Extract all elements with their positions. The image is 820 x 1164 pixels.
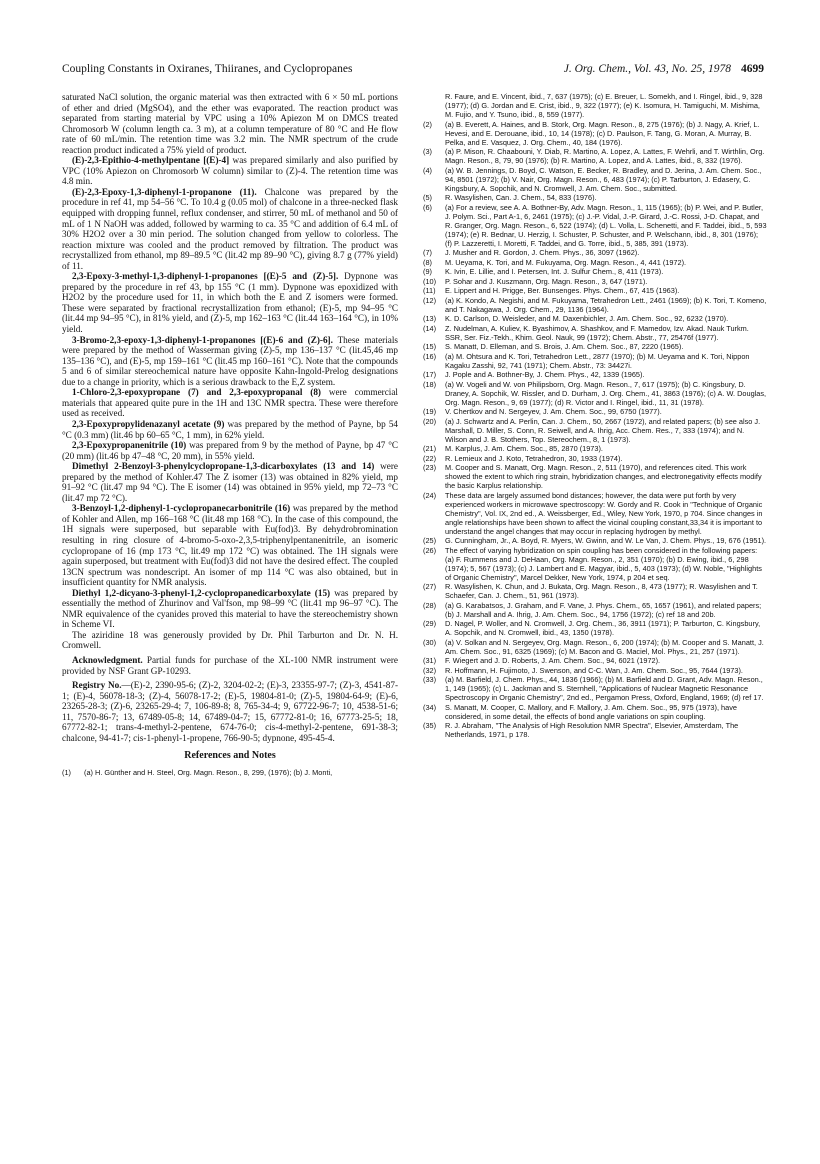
reference-item [423,703,767,721]
left-column [62,92,398,1102]
paragraph-text: Dypnone was prepared by the procedure in ref 43, bp 155 °C (1 mm). Dypnone was epoxidized with H2O2 by the procedure used for 11, in which both the E and Z isomers were formed. These were separated by fractional recrystallization from ethanol; (E)-5, mp 94–95 °C (lit.44 mp 94–95 °C), in 81% yield, and (Z)-5, mp 162–163 °C (lit.44 163–164 °C), in 10% yield. [62,271,398,335]
reference-number: (9) [423,267,432,276]
reference-text: E. Lippert and H. Prigge, Ber. Bunsenges. Phys. Chem., 67, 415 (1963). [445,286,680,295]
compound-heading: (E)-2,3-Epoxy-1,3-diphenyl-1-propanone (11). [72,186,257,197]
reference-item [423,454,767,463]
reference-number: (23) [423,463,437,472]
reference-number: (8) [423,257,432,267]
reference-text: (a) K. Kondo, A. Negishi, and M. Fukuyama, Tetrahedron Lett., 2461 (1969); (b) K. Tori, T. Komeno, and T. Nakagawa, J. Org. Chem., 29, 1136 (1964). [445,295,767,314]
reference-item [423,656,767,665]
reference-item [423,536,767,545]
experimental-paragraph [62,419,398,440]
reference-item [423,666,767,675]
acknowledgment-text: Partial funds for purchase of the XL-100 NMR instrument were provided by NSF Grant GP-10293. [62,654,398,676]
reference-text: Z. Nudelman, A. Kuliev, K. Byashimov, A. Shashkov, and F. Mamedov, Izv. Akad. Nauk Turkm. SSR, Ser. Fiz.-Tekh., Khim. Geol. Nauk, 99 (1972); Chem. Abstr., 77, 25476f (1977). [445,323,749,342]
right-column [423,92,767,1102]
reference-item [423,352,767,370]
reference-text: S. Manatt, D. Elleman, and S. Brois, J. Am. Chem. Soc., 87, 2220 (1965). [445,342,684,351]
reference-text: R. J. Abraham, "The Analysis of High Resolution NMR Spectra", Elsevier, Amsterdam, The Netherlands, 1971, p 178. [445,721,739,739]
reference-item [423,417,767,444]
reference-text: (a) J. Schwartz and A. Perlin, Can. J. Chem., 50, 2667 (1972), and related papers; (b) see also J. Marshall, D. Miller, S. Conn, R. Seiwell, and A. Ihrig, Acc. Chem. Res., 7, 333 (1974); and N. Wilson and J. B. Stothers, Top. Stereochem., 8, 1 (1973). [445,416,761,444]
reference-item [423,342,767,351]
experimental-paragraph [62,588,398,630]
reference-item [423,721,767,739]
reference-text: K. Ivin, E. Lillie, and I. Petersen, Int. J. Sulfur Chem., 8, 411 (1973). [445,267,664,276]
journal-name: J. Org. Chem., Vol. 43, No. 25, 1978 [563,63,731,75]
paragraph-text: Chalcone was prepared by the procedure in ref 41, mp 54–56 °C. To 10.4 g (0.05 mol) of chalcone in a three-necked flask equipped with dropping funnel, reflux condenser, and stirrer, 50 mL of methanol and 50 of mL of 1 N NaOH was added, followed by warming to ca. 35 °C and addition of 6.4 mL of 30% H2O2 over a 30 min period. The solution changed from yellow to colorless. The reaction mixture was cooled and the product removed by filtration. The product was recrystallized from ethanol, mp 89–89.5 °C (lit.42 mp 89–90 °C), giving 8.7 g (77% yield) of 11. [62,186,398,271]
reference-number: (30) [423,637,437,647]
reference-number: (6) [423,202,432,212]
compound-heading: (E)-2,3-Epithio-4-methylpentane [(E)-4] [72,155,230,166]
reference-number: (11) [423,286,436,295]
reference-number: (1) [62,767,71,777]
reference-item [423,491,767,536]
experimental-paragraph [62,92,398,155]
compound-heading: 3-Bromo-2,3-epoxy-1,3-diphenyl-1-propanones [(E)-6 and (Z)-6]. [72,334,333,345]
reference-text: (a) G. Karabatsos, J. Graham, and F. Vane, J. Phys. Chem., 65, 1657 (1961), and related papers; (b) J. Marshall and A. Ihrig, J. Am. Chem. Soc., 94, 1756 (1972); (c) ref 18 and 20b. [445,600,762,619]
acknowledgment-heading: Acknowledgment. [72,654,143,665]
acknowledgment-paragraph [62,655,398,676]
compound-heading: 2,3-Epoxypropanenitrile (10) [72,440,187,451]
reference-number: (25) [423,536,437,545]
reference-number: (34) [423,702,437,712]
reference-number: (28) [423,600,437,610]
reference-item [423,407,767,416]
paragraph-text: was prepared by the method of Kohler and Allen, mp 166–168 °C (lit.48 mp 168 °C). In the case of this compound, the 1H signals were superposed, but separable with Eu(fod)3. By dehydrobromination resulting in ring closure of 4-bromo-5-oxo-2,3,5-triphenylpentanenitrile, an isomeric cyclopropane of 16 (mp 173 °C, lit.49 mp 172 °C) was obtained. The 1H signals were again superposed, but treatment with Eu(fod)3 did not have the desired effect. The coupled 13CN spectrum was nondescript. An isomer of mp 114 °C was also obtained, but in insufficient quantity for NMR analysis. [62,503,398,588]
references-heading: References and Notes [184,750,276,762]
paragraph-text: was prepared by essentially the method of Zhurinov and Val'fson, mp 98–99 °C (lit.41 mp 96–97 °C). The NMR equivalence of the cyanides proved this material to have the stereochemistry shown in Scheme VI. [62,587,398,630]
reference-text: J. Musher and R. Gordon, J. Chem. Phys., 36, 3097 (1962). [445,248,640,257]
reference-number: (35) [423,721,437,730]
paragraph-text: were commercial materials that appeared quite pure in the 1H and 13C NMR spectra. These were therefore used as received. [62,387,398,419]
reference-text: (a) V. Solkan and N. Sergeyev, Org. Magn. Reson., 6, 200 (1974); (b) M. Cooper and S. Manatt, J. Am. Chem. Soc., 91, 6325 (1969); (c) M. Bacon and G. Maciel, Mol. Phys., 21, 257 (1971). [445,637,764,656]
paragraph-text: saturated NaCl solution, the organic material was then extracted with 6 × 50 mL portions of ether and dried (MgSO4), and the ether was evaporated. The reaction product was separated from starting material by VPC using a 10% Apiezon M on DMCS treated Chromosorb W (column length ca. 3 m), at a column temperature of 80 °C and He flow rate of 60 mL/min. The retention time was 3.2 min. The NMR spectrum of the crude reaction product indicated a 75% yield of product. [62,92,398,155]
registry-heading: Registry No. [72,680,122,691]
reference-text: (a) W. Vogeli and W. von Philipsborn, Org. Magn. Reson., 7, 617 (1975); (b) C. Kingsbury, D. Draney, A. Sopchik, W. Rissler, and D. Durham, J. Org. Chem., 41, 3863 (1976); (c) A. W. Douglas, Org. Magn. Reson., 9, 69 (1977); (d) R. Victor and I. Ringel, ibid., 11, 31 (1978). [445,379,767,407]
reference-text: M. Karplus, J. Am. Chem. Soc., 85, 2870 (1973). [445,444,603,453]
reference-item [423,619,767,637]
experimental-paragraph [62,155,398,187]
reference-number: (14) [423,323,437,333]
reference-item [423,582,767,600]
experimental-paragraph [62,461,398,503]
reference-item [423,314,767,323]
reference-number: (21) [423,444,437,453]
reference-text: (a) W. B. Jennings, D. Boyd, C. Watson, E. Becker, R. Bradley, and D. Jerina, J. Am. Chem. Soc., 94, 8501 (1972); (b) V. Nair, Org. Magn. Reson., 6, 483 (1974); (c) P. Tarburton, J. Edasery, C. Kingsbury, A. Sopchik, and N. Cromwell, J. Am. Chem. Soc., submitted. [445,165,762,193]
reference-text: (a) B. Everett, A. Haines, and B. Stork, Org. Magn. Reson., 8, 275 (1976); (b) J. Nagy, A. Krief, L. Hevesi, and E. Derouane, ibid., 10, 14 (1978); (c) D. Paulson, F. Tang, G. Moran, A. Murray, B. Pelka, and E. Vasquez, J. Org. Chem., 40, 184 (1976). [445,119,760,147]
experimental-paragraph [62,187,398,271]
reference-text: These data are largely assumed bond distances; however, the data were put forth by very experienced workers in microwave spectroscopy: W. Gordy and R. Cook in "Technique of Organic Chemistry", Vol. IX, 2nd ed., A. Weissberger, Ed., Wiley, New York, 1970, p 704. Since changes in angle relationships have been shown to affect the vicinal coupling constant,33,34 it is important to understand the angel changes that may occur in replacing hydrogen by methyl. [445,490,763,536]
reference-number: (20) [423,416,437,426]
reference-item [423,675,767,702]
paragraph-text: The aziridine 18 was generously provided by Dr. Phil Tarburton and Dr. N. H. Cromwell. [62,629,398,651]
article-running-title: Coupling Constants in Oxiranes, Thiiranes, and Cyclopropanes [62,63,353,75]
reference-item [423,203,767,248]
reference-text: M. Cooper and S. Manatt, Org. Magn. Reson., 2, 511 (1970), and references cited. This work showed the extent to which ring strain, hybridization changes, and electronegativity effects modify the basic Karplus relationship. [445,463,762,490]
paragraph-text: These materials were prepared by the method of Wasserman giving (Z)-5, mp 136–137 °C (lit.45,46 mp 135–136 °C), and (E)-5, mp 159–161 °C (lit.45 mp 160–161 °C). Note that the compounds 5 and 6 of similar stereochemical nature have opposite Kahn-Ingold-Prelog designations due to a change in priority, which is a serious drawback to the E,Z system. [62,334,398,387]
reference-item [423,324,767,342]
reference-item [62,768,398,777]
reference-number: (32) [423,665,437,675]
experimental-paragraph [62,271,398,334]
reference-number: (13) [423,314,437,323]
compound-heading: Diethyl 1,2-dicyano-3-phenyl-1,2-cyclopropanedicarboxylate (15) [72,587,331,598]
reference-number: (19) [423,407,437,416]
registry-text: —(E)-2, 2390-95-6; (Z)-2, 3204-02-2; (E)-3, 23355-97-7; (Z)-3, 4541-87-1; (E)-4, 56078-18-3; (Z)-4, 56078-17-2; (E)-5, 19804-81-0; (Z)-5, 19804-64-9; (E)-6, 23265-28-3; (Z)-6, 23265-29-4; 7, 106-89-8; 8, 765-34-4; 9, 67722-96-7; 10, 4538-51-6; 11, 7570-86-7; 13, 67489-05-8; 14, 67489-04-7; 15, 67772-81-0; 16, 67773-25-5; 18, 67772-82-1; trans-4-methyl-2-pentene, 674-76-0; cis-4-methyl-2-pentene, 691-38-3; chalcone, 94-41-7; cis-1-phenyl-1-propene, 766-90-5; dypnone, 495-45-4. [62,680,398,743]
registry-paragraph [62,680,398,743]
reference-item [423,277,767,286]
reference-item [423,258,767,267]
compound-heading: Dimethyl 2-Benzoyl-3-phenylcyclopropane-1,3-dicarboxylates (13 and 14) [72,461,375,472]
reference-text: R. Faure, and E. Vincent, ibid., 7, 637 (1975); (c) E. Breuer, L. Somekh, and I. Ringel, ibid., 9, 328 (1977); (d) G. Jordan and E. Crist, ibid., 9, 322 (1977); (e) K. Isomura, H. Tamiguchi, M. Mishima, M. Fujio, and Y. Tsuno, ibid., 8, 559 (1977). [445,92,763,119]
experimental-paragraph [62,387,398,419]
reference-number: (24) [423,490,437,500]
reference-text: P. Sohar and J. Kuszmann, Org. Magn. Reson., 3, 647 (1971). [445,276,648,286]
reference-number: (27) [423,582,437,591]
reference-number: (4) [423,165,432,175]
running-header [0,63,820,79]
reference-text: R. Hoffmann, H. Fujimoto, J. Swenson, and C-C. Wan, J. Am. Chem. Soc., 95, 7644 (1973). [445,665,743,675]
reference-text: (a) H. Günther and H. Steel, Org. Magn. Reson., 8, 299, (1976); (b) J. Monti, [84,767,333,777]
reference-number: (18) [423,379,437,389]
reference-item [423,286,767,295]
reference-text: D. Nagel, P. Woller, and N. Cromwell, J. Org. Chem., 36, 3911 (1971); P. Tarburton, C. Kingsbury, A. Sopchik, and N. Cromwell, ibid., 43, 1350 (1978). [445,619,761,637]
reference-text: R. Wasylishen, Can. J. Chem., 54, 833 (1976). [445,193,597,202]
reference-text: (a) For a review, see A. A. Bothner-By, Adv. Magn. Reson., 1, 115 (1965); (b) P. Wei, and P. Butler, J. Polym. Sci., Part A-1, 6, 2461 (1975); (c) J.-P. Vidal, J.-P. Girard, J.-C. Rossi, J-D. Chapat, and R. Granger, Org. Magn. Reson., 6, 522 (1974); (d) L. Volla, L. Schenetti, and F. Taddei, ibid., 5, 593 (1974); (e) R. Bednar, U. Herzig, I. Schuster, P. Schuster, and P. Welschann, ibid., 8, 301 (1976); (f) P. Lazzeretti, I. Moretti, F. Taddei, and G. Torre, ibid., 5, 385, 391 (1973). [445,202,767,248]
journal-citation [564,63,764,75]
reference-number: (15) [423,342,437,351]
reference-item [423,638,767,656]
reference-item [423,92,767,119]
experimental-paragraph [62,503,398,587]
reference-item [423,166,767,193]
compound-heading: 3-Benzoyl-1,2-diphenyl-1-cyclopropanecarbonitrile (16) [72,503,291,514]
reference-item [423,267,767,276]
reference-number: (3) [423,147,432,156]
reference-number: (26) [423,545,437,555]
reference-number: (22) [423,453,437,463]
page-number: 4699 [741,63,764,75]
reference-number: (17) [423,370,437,379]
reference-text: The effect of varying hybridization on spin coupling has been considered in the following papers: (a) F. Rummens and J. DeHaan, Org. Magn. Reson., 2, 351 (1970); (b) D. Ewing, ibid., 6, 298 (1974); 5, 567 (1973); (c) J. Lambert and E. Magyar, ibid., 5, 403 (1973); (d) W. Noble, "Highlights of Organic Chemistry", Marcel Dekker, New York, 1974, p 204 et seq. [445,545,762,582]
reference-item [423,601,767,619]
reference-number: (5) [423,193,432,202]
reference-number: (29) [423,619,437,628]
reference-number: (12) [423,295,437,305]
reference-item [423,444,767,453]
reference-number: (33) [423,675,437,684]
reference-number: (16) [423,351,437,361]
paragraph-text: was prepared similarly and also purified by VPC (10% Apiezon on Chromosorb W column) similar to (Z)-4. The retention time was 4.8 min. [62,155,398,187]
reference-text: (a) M. Barfield, J. Chem. Phys., 44, 1836 (1966); (b) M. Barfield and D. Grant, Adv. Magn. Reson., 1, 149 (1965); (c) L. Jackman and S. Sternhell, "Applications of Nuclear Magnetic Resonance Spectroscopy in Organic Chemistry", 2nd ed., Pergamon Press, Oxford, England, 1969; (d) ref 17. [445,675,764,702]
reference-text: (a) M. Ohtsura and K. Tori, Tetrahedron Lett., 2877 (1970); (b) M. Ueyama and K. Tori, Nippon Kagaku Zasshi, 92, 741 (1971); Chem. Abstr., 73: 34427i. [445,351,750,370]
experimental-paragraph [62,630,398,651]
reference-item [423,248,767,257]
reference-text: S. Manatt, M. Cooper, C. Mallory, and F. Mallory, J. Am. Chem. Soc., 95, 975 (1973), have considered, in some detail, the effects of bond angle variations on spin coupling. [445,702,737,721]
reference-item [423,380,767,407]
paragraph-text: were prepared by the method of Kohler.47 The Z isomer (13) was obtained in 82% yield, mp 91–92 °C (lit.47 mp 94 °C). The E isomer (14) was obtained in 95% yield, mp 72–73 °C (lit.47 mp 72 °C). [62,461,398,503]
paragraph-text: was prepared by the method of Payne, bp 54 °C (0.3 mm) (lit.46 bp 60–65 °C, 1 mm), in 62% yield. [62,418,398,440]
compound-heading: 2,3-Epoxy-3-methyl-1,3-diphenyl-1-propanones [(E)-5 and (Z)-5]. [72,271,339,282]
reference-text: J. Pople and A. Bothner-By, J. Chem. Phys., 42, 1339 (1965). [445,370,645,379]
reference-item [423,120,767,147]
reference-item [423,463,767,490]
reference-text: R. Wasylishen, K. Chun, and J. Bukata, Org. Magn. Reson., 8, 473 (1977); R. Wasylishen and T. Schaefer, Can. J. Chem., 51, 961 (1973). [445,582,758,600]
reference-number: (7) [423,248,432,257]
reference-item [423,546,767,582]
reference-item [423,296,767,314]
reference-text: G. Cunningham, Jr., A. Boyd, R. Myers, W. Gwinn, and W. Le Van, J. Chem. Phys., 19, 676 (1951). [445,536,767,545]
reference-text: V. Chertkov and N. Sergeyev, J. Am. Chem. Soc., 99, 6750 (1977). [445,407,662,416]
reference-number: (31) [423,656,437,665]
reference-text: M. Ueyama, K. Tori, and M. Fukuyama, Org. Magn. Reson., 4, 441 (1972). [445,257,687,267]
experimental-paragraph [62,440,398,461]
reference-text: R. Lemieux and J. Koto, Tetrahedron, 30, 1933 (1974). [445,453,623,463]
compound-heading: 2,3-Epoxypropylidenazanyl acetate (9) [72,418,225,429]
reference-item [423,370,767,379]
reference-number: (2) [423,119,432,129]
paragraph-text: was prepared from 9 by the method of Payne, bp 47 °C (20 mm) (lit.46 bp 47–48 °C, 20 mm), in 55% yield. [62,440,398,461]
reference-text: (a) P. Mison, R. Chaabouni, Y. Diab, R. Martino, A. Lopez, A. Lattes, F. Wehrli, and T. Wirthlin, Org. Magn. Reson., 8, 79, 90 (1976); (b) R. Martino, A. Lopez, and A. Lattes, ibid., 8, 332 (1976). [445,147,765,165]
reference-text: F. Wiegert and J. D. Roberts, J. Am. Chem. Soc., 94, 6021 (1972). [445,656,661,665]
reference-item [423,147,767,165]
compound-heading: 1-Chloro-2,3-epoxypropane (7) and 2,3-epoxypropanal (8) [72,387,321,398]
reference-item [423,193,767,202]
reference-text: K. D. Carlson, D. Weisleder, and M. Daxenbichler, J. Am. Chem. Soc., 92, 6232 (1970). [445,314,729,323]
reference-number: (10) [423,276,437,286]
experimental-paragraph [62,335,398,388]
